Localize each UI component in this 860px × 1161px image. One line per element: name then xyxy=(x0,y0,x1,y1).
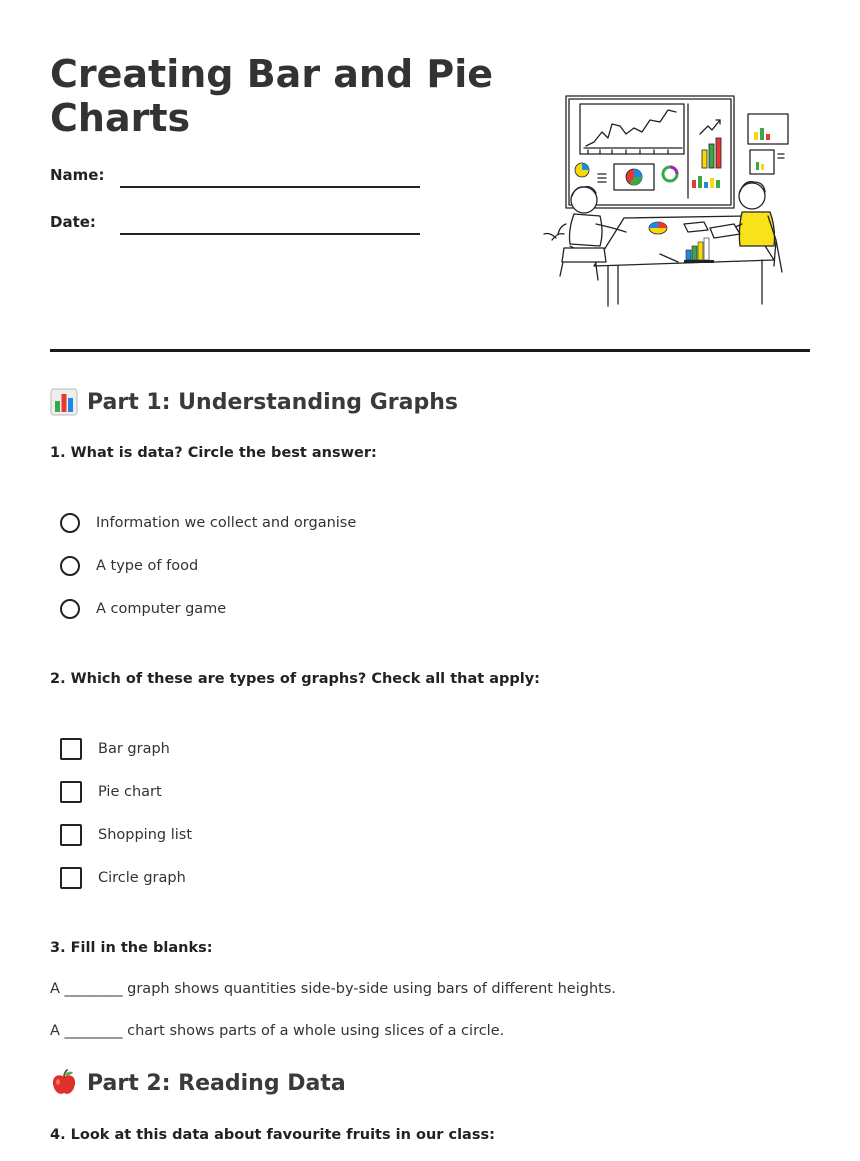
radio-circle[interactable] xyxy=(60,599,80,619)
checkbox[interactable] xyxy=(60,824,82,846)
q2-option-3-label: Shopping list xyxy=(98,827,193,843)
classroom-charts-illustration xyxy=(542,88,790,312)
question-2-prompt: 2. Which of these are types of graphs? Check all that apply: xyxy=(50,671,540,687)
question-1-prompt: 1. What is data? Circle the best answer: xyxy=(50,445,377,461)
worksheet-title: Creating Bar and Pie Charts xyxy=(50,52,494,140)
q1-option-2[interactable] xyxy=(60,553,198,579)
date-input[interactable] xyxy=(120,211,420,235)
q2-option-shopping-list[interactable] xyxy=(60,822,192,848)
date-field-row xyxy=(50,209,430,239)
fill-blank-sentence-2[interactable]: A ________ chart shows parts of a whole using slices of a circle. xyxy=(50,1023,505,1039)
question-3-prompt: 3. Fill in the blanks: xyxy=(50,940,213,956)
bar-chart-icon xyxy=(50,388,78,416)
part1-heading xyxy=(50,388,458,416)
header-divider xyxy=(50,349,810,352)
part2-heading xyxy=(50,1069,346,1097)
part1-heading-text: Part 1: Understanding Graphs xyxy=(87,389,458,415)
q1-option-2-label: A type of food xyxy=(96,558,199,574)
q2-option-1-label: Bar graph xyxy=(98,741,170,757)
part2-heading-text: Part 2: Reading Data xyxy=(87,1070,346,1096)
q2-option-circle-graph[interactable] xyxy=(60,865,186,891)
q1-option-3-label: A computer game xyxy=(96,601,227,617)
question-4-prompt: 4. Look at this data about favourite fruits in our class: xyxy=(50,1127,495,1143)
name-label: Name: xyxy=(50,166,105,184)
checkbox[interactable] xyxy=(60,781,82,803)
name-input[interactable] xyxy=(120,164,420,188)
q2-option-pie-chart[interactable] xyxy=(60,779,162,805)
q1-option-1-label: Information we collect and organise xyxy=(96,515,357,531)
checkbox[interactable] xyxy=(60,738,82,760)
q1-option-3[interactable] xyxy=(60,596,226,622)
q2-option-2-label: Pie chart xyxy=(98,784,162,800)
date-label: Date: xyxy=(50,213,96,231)
radio-circle[interactable] xyxy=(60,556,80,576)
checkbox[interactable] xyxy=(60,867,82,889)
q1-option-1[interactable] xyxy=(60,510,356,536)
name-field-row xyxy=(50,162,430,192)
q2-option-bar-graph[interactable] xyxy=(60,736,170,762)
fill-blank-sentence-1[interactable]: A ________ graph shows quantities side-by-side using bars of different heights. xyxy=(50,981,616,997)
q2-option-4-label: Circle graph xyxy=(98,870,186,886)
radio-circle[interactable] xyxy=(60,513,80,533)
worksheet-page xyxy=(50,0,810,1161)
apple-icon xyxy=(50,1069,78,1097)
